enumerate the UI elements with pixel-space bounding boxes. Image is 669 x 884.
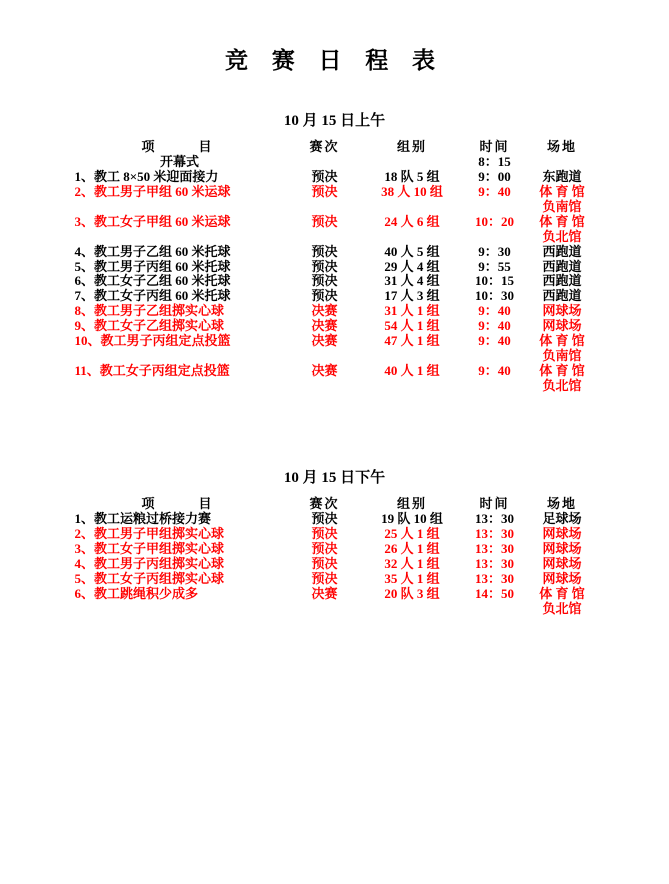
column-header-group: 组别 — [396, 139, 427, 154]
column-header-time: 时间 — [479, 495, 510, 511]
venue-cell: 西跑道 — [542, 288, 582, 304]
group-cell: 47 人 1 组 — [384, 333, 440, 349]
event-name-cell: 6、教工跳绳积少成多 — [74, 585, 199, 601]
group-cell: 40 人 5 组 — [384, 243, 440, 259]
group-cell: 35 人 1 组 — [384, 570, 440, 586]
venue-cell: 体 育 馆 负南馆 — [539, 333, 585, 364]
venue-cell: 西跑道 — [542, 273, 582, 289]
session-spacer — [0, 394, 669, 432]
table-row — [75, 260, 595, 275]
event-name-cell: 9、教工女子乙组掷实心球 — [74, 318, 225, 334]
time-cell: 9：40 — [478, 318, 511, 334]
round-cell: 预决 — [311, 168, 338, 184]
round-cell: 预决 — [311, 183, 338, 199]
group-cell: 17 人 3 组 — [384, 288, 440, 304]
table-row — [75, 319, 595, 334]
event-name-cell: 1、教工 8×50 米迎面接力 — [74, 168, 219, 184]
session-block — [0, 466, 669, 617]
table-row — [75, 274, 595, 289]
time-cell: 13：30 — [474, 555, 514, 571]
table-row — [75, 364, 595, 394]
round-cell: 决赛 — [311, 318, 338, 334]
time-cell: 10：20 — [474, 213, 514, 229]
table-row — [75, 557, 595, 572]
time-cell: 13：30 — [474, 510, 514, 526]
time-cell: 9：00 — [478, 168, 511, 184]
table-row — [75, 334, 595, 364]
opening-ceremony-label: 开幕式 — [159, 153, 199, 169]
opening-ceremony-venue — [530, 155, 595, 170]
table-row — [75, 572, 595, 587]
table-row — [75, 185, 595, 215]
round-cell: 预决 — [311, 555, 338, 571]
event-name-cell: 1、教工运粮过桥接力赛 — [74, 510, 212, 526]
table-row — [75, 170, 595, 185]
table-row — [75, 289, 595, 304]
column-header-event: 项 目 — [141, 139, 218, 154]
group-cell: 31 人 4 组 — [384, 273, 440, 289]
event-name-cell: 4、教工男子乙组 60 米托球 — [74, 243, 231, 259]
opening-ceremony-round — [285, 155, 365, 170]
event-name-cell: 3、教工女子甲组 60 米运球 — [74, 213, 231, 229]
column-header-event: 项 目 — [141, 495, 218, 511]
round-cell: 预决 — [311, 273, 338, 289]
venue-cell: 体 育 馆 负北馆 — [539, 585, 585, 616]
venue-cell: 东跑道 — [542, 168, 582, 184]
event-name-cell: 7、教工女子丙组 60 米托球 — [74, 288, 231, 304]
venue-cell: 网球场 — [542, 525, 582, 541]
schedule-table — [75, 497, 595, 617]
session-title: 10 月 15 日上午 — [283, 113, 386, 129]
event-name-cell: 10、教工男子丙组定点投篮 — [74, 333, 231, 349]
round-cell: 决赛 — [311, 333, 338, 349]
group-cell: 26 人 1 组 — [384, 540, 440, 556]
table-header-row — [75, 497, 595, 512]
event-name-cell: 5、教工女子丙组掷实心球 — [74, 570, 225, 586]
time-cell: 9：40 — [478, 333, 511, 349]
table-row — [75, 304, 595, 319]
table-row — [75, 542, 595, 557]
round-cell: 预决 — [311, 525, 338, 541]
time-cell: 10：15 — [474, 273, 514, 289]
event-name-cell: 11、教工女子丙组定点投篮 — [74, 363, 230, 379]
venue-cell: 网球场 — [542, 318, 582, 334]
document-page — [0, 42, 669, 884]
table-header-row — [75, 140, 595, 155]
table-row — [75, 527, 595, 542]
venue-cell: 足球场 — [542, 510, 582, 526]
round-cell: 预决 — [311, 258, 338, 274]
group-cell: 54 人 1 组 — [384, 318, 440, 334]
round-cell: 预决 — [311, 570, 338, 586]
round-cell: 决赛 — [311, 303, 338, 319]
round-cell: 决赛 — [311, 363, 338, 379]
group-cell: 25 人 1 组 — [384, 525, 440, 541]
time-cell: 10：30 — [474, 288, 514, 304]
table-row — [75, 512, 595, 527]
session-block — [0, 109, 669, 432]
group-cell: 32 人 1 组 — [384, 555, 440, 571]
group-cell: 29 人 4 组 — [384, 258, 440, 274]
event-name-cell: 2、教工男子甲组掷实心球 — [74, 525, 225, 541]
group-cell: 38 人 10 组 — [381, 183, 443, 199]
column-header-group: 组别 — [396, 495, 427, 511]
group-cell: 20 队 3 组 — [384, 585, 440, 601]
time-cell: 9：40 — [478, 303, 511, 319]
venue-cell: 西跑道 — [542, 243, 582, 259]
venue-cell: 网球场 — [542, 303, 582, 319]
venue-cell: 网球场 — [542, 570, 582, 586]
round-cell: 预决 — [311, 243, 338, 259]
table-row — [75, 215, 595, 245]
opening-ceremony-time: 8：15 — [478, 153, 511, 169]
time-cell: 9：40 — [478, 363, 511, 379]
group-cell: 31 人 1 组 — [384, 303, 440, 319]
round-cell: 预决 — [311, 288, 338, 304]
column-header-round: 赛次 — [309, 139, 340, 154]
time-cell: 13：30 — [474, 525, 514, 541]
sessions-container — [0, 109, 669, 616]
time-cell: 9：55 — [478, 258, 511, 274]
round-cell: 预决 — [311, 510, 338, 526]
venue-cell: 体 育 馆 负北馆 — [539, 363, 585, 393]
time-cell: 14：50 — [474, 585, 514, 601]
venue-cell: 网球场 — [542, 555, 582, 571]
venue-cell: 体 育 馆 负北馆 — [539, 213, 585, 244]
event-name-cell: 3、教工女子甲组掷实心球 — [74, 540, 225, 556]
event-name-cell: 2、教工男子甲组 60 米运球 — [74, 183, 231, 199]
time-cell: 9：30 — [478, 243, 511, 259]
round-cell: 预决 — [311, 540, 338, 556]
opening-ceremony-row — [75, 155, 595, 170]
group-cell: 40 人 1 组 — [384, 363, 440, 379]
column-header-time: 时间 — [479, 139, 510, 154]
event-name-cell: 6、教工女子乙组 60 米托球 — [74, 273, 231, 289]
table-row — [75, 245, 595, 260]
round-cell: 决赛 — [311, 585, 338, 601]
time-cell: 13：30 — [474, 570, 514, 586]
venue-cell: 西跑道 — [542, 258, 582, 274]
column-header-venue: 场地 — [546, 495, 577, 511]
event-name-cell: 8、教工男子乙组掷实心球 — [74, 303, 225, 319]
schedule-table — [75, 140, 595, 394]
opening-ceremony-group — [365, 155, 460, 170]
table-row — [75, 587, 595, 617]
column-header-round: 赛次 — [309, 495, 340, 511]
round-cell: 预决 — [311, 213, 338, 229]
venue-cell: 网球场 — [542, 540, 582, 556]
time-cell: 13：30 — [474, 540, 514, 556]
event-name-cell: 5、教工男子丙组 60 米托球 — [74, 258, 231, 274]
session-title: 10 月 15 日下午 — [283, 469, 386, 486]
group-cell: 19 队 10 组 — [381, 510, 443, 526]
event-name-cell: 4、教工男子丙组掷实心球 — [74, 555, 225, 571]
page-title: 竞 赛 日 程 表 — [225, 48, 444, 73]
group-cell: 24 人 6 组 — [384, 213, 440, 229]
time-cell: 9：40 — [478, 183, 511, 199]
venue-cell: 体 育 馆 负南馆 — [539, 183, 585, 214]
column-header-venue: 场地 — [546, 139, 577, 154]
group-cell: 18 队 5 组 — [384, 168, 440, 184]
